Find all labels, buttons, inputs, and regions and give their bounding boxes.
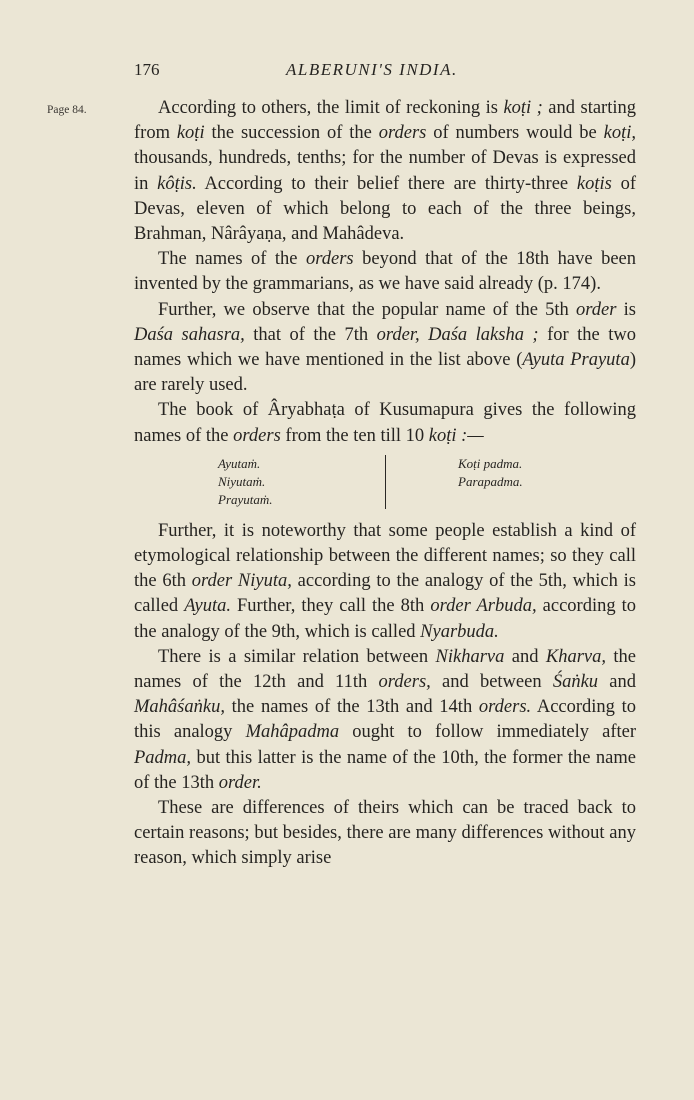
italic-text-run: Śaṅku — [552, 672, 599, 693]
list-item: Prayutaṁ. — [218, 491, 273, 507]
text-run: of numbers would be — [426, 123, 604, 144]
italic-text-run: order Arbuda, — [430, 596, 537, 617]
italic-text-run: orders — [233, 425, 281, 446]
text-run: Further, they call the 8th — [230, 596, 431, 617]
text-run: ) are rarely used. — [134, 350, 636, 396]
italic-text-run: koṭis — [576, 173, 612, 194]
italic-text-run: orders — [378, 123, 427, 144]
italic-text-run: orders — [306, 249, 354, 270]
text-run: the names of the 12th and 11th — [134, 646, 637, 693]
order-names-list — [134, 455, 636, 509]
paragraph — [134, 796, 636, 872]
list-right-column — [386, 455, 523, 509]
list-item: Parapadma. — [458, 473, 523, 489]
italic-text-run: order Niyuta, — [191, 571, 292, 592]
text-run: according to the analogy of the 5th, which is called — [134, 571, 636, 617]
text-run: from the ten till 10 — [280, 425, 429, 446]
italic-text-run: Nikharva — [435, 646, 505, 667]
margin-page-reference: Page 84. — [47, 104, 87, 116]
list-left-column — [134, 455, 386, 509]
italic-text-run: kôṭis. — [157, 173, 197, 194]
text-run: and — [504, 646, 546, 667]
italic-text-run: Daśa sahasra, — [134, 324, 245, 345]
text-run: There is a similar relation between — [158, 646, 436, 667]
text-run: Further, it is noteworthy that some people establish a kind of etymological relationship between the different names; so they call the 6th — [134, 520, 636, 592]
italic-text-run: Padma, — [134, 747, 192, 768]
italic-text-run: Kharva, — [545, 646, 607, 667]
italic-text-run: order — [576, 299, 617, 320]
text-run: and between — [430, 672, 553, 693]
list-item: Niyutaṁ. — [218, 473, 266, 489]
text-run: thousands, hundreds, tenths; for the number of Devas is expressed in — [134, 148, 636, 194]
text-run: for the two names which we have mentioned in the list above ( — [134, 324, 636, 371]
italic-text-run: order, Daśa laksha ; — [376, 324, 539, 345]
paragraph — [134, 298, 636, 399]
page-number: 176 — [134, 60, 160, 79]
list-item: Ayutaṁ. — [218, 455, 261, 471]
text-run: beyond that of the 18th have been invented by the grammarians, as we have said already (p. 174). — [134, 249, 636, 295]
text-run: ought to follow immediately after — [339, 722, 636, 743]
text-run: According to this analogy — [134, 697, 637, 743]
text-run: that of the 7th — [244, 324, 377, 345]
text-run: the names of the 13th and 14th — [224, 697, 479, 718]
paragraphs-after-list — [134, 519, 636, 872]
italic-text-run: order. — [218, 772, 262, 793]
italic-text-run: Nyarbuda. — [420, 621, 499, 642]
text-run: According to their belief there are thirty-three — [196, 173, 577, 194]
text-run: and starting from — [134, 98, 636, 144]
italic-text-run: Mahâśaṅku, — [134, 697, 225, 718]
italic-text-run: Ayuta. — [184, 596, 231, 617]
text-run: of Devas, eleven of which belong to each of the three beings, Brahman, Nârâyaṇa, and Mahâdeva. — [134, 173, 636, 245]
text-run: and — [598, 672, 636, 693]
paragraph — [134, 645, 636, 796]
text-run: according to the analogy of the 9th, which is called — [134, 596, 637, 642]
running-title: ALBERUNI'S INDIA. — [286, 60, 458, 79]
italic-text-run: koṭi, — [603, 123, 636, 144]
text-run: is — [616, 299, 636, 320]
page-header — [134, 60, 636, 84]
text-run: the succession of the — [204, 123, 379, 144]
text-run: The names of the — [158, 249, 306, 270]
italic-text-run: orders, — [378, 672, 431, 693]
text-run: The book of Âryabhaṭa of Kusumapura gives the following names of the — [134, 400, 636, 446]
paragraph — [134, 96, 636, 247]
italic-text-run: Ayuta Prayuta — [522, 350, 630, 371]
text-run: but this latter is the name of the 10th, the former the name of the 13th — [134, 747, 636, 793]
text-run: Further, we observe that the popular name of the 5th — [158, 299, 577, 320]
italic-text-run: koṭi :— — [428, 425, 484, 446]
italic-text-run: Mahâpadma — [245, 722, 340, 743]
text-run: According to others, the limit of reckoning is — [158, 98, 504, 118]
body-text — [134, 96, 636, 872]
paragraph — [134, 398, 636, 448]
italic-text-run: koṭi — [176, 123, 205, 144]
italic-text-run: koṭi ; — [503, 98, 543, 118]
paragraphs-before-list — [134, 96, 636, 449]
list-item: Koṭi padma. — [458, 455, 523, 471]
paragraph — [134, 247, 636, 297]
paragraph — [134, 519, 636, 645]
italic-text-run: orders. — [478, 697, 532, 718]
text-run: These are differences of theirs which can be traced back to certain reasons; but besides, there are many differences without any reason, which simply arise — [134, 798, 636, 869]
